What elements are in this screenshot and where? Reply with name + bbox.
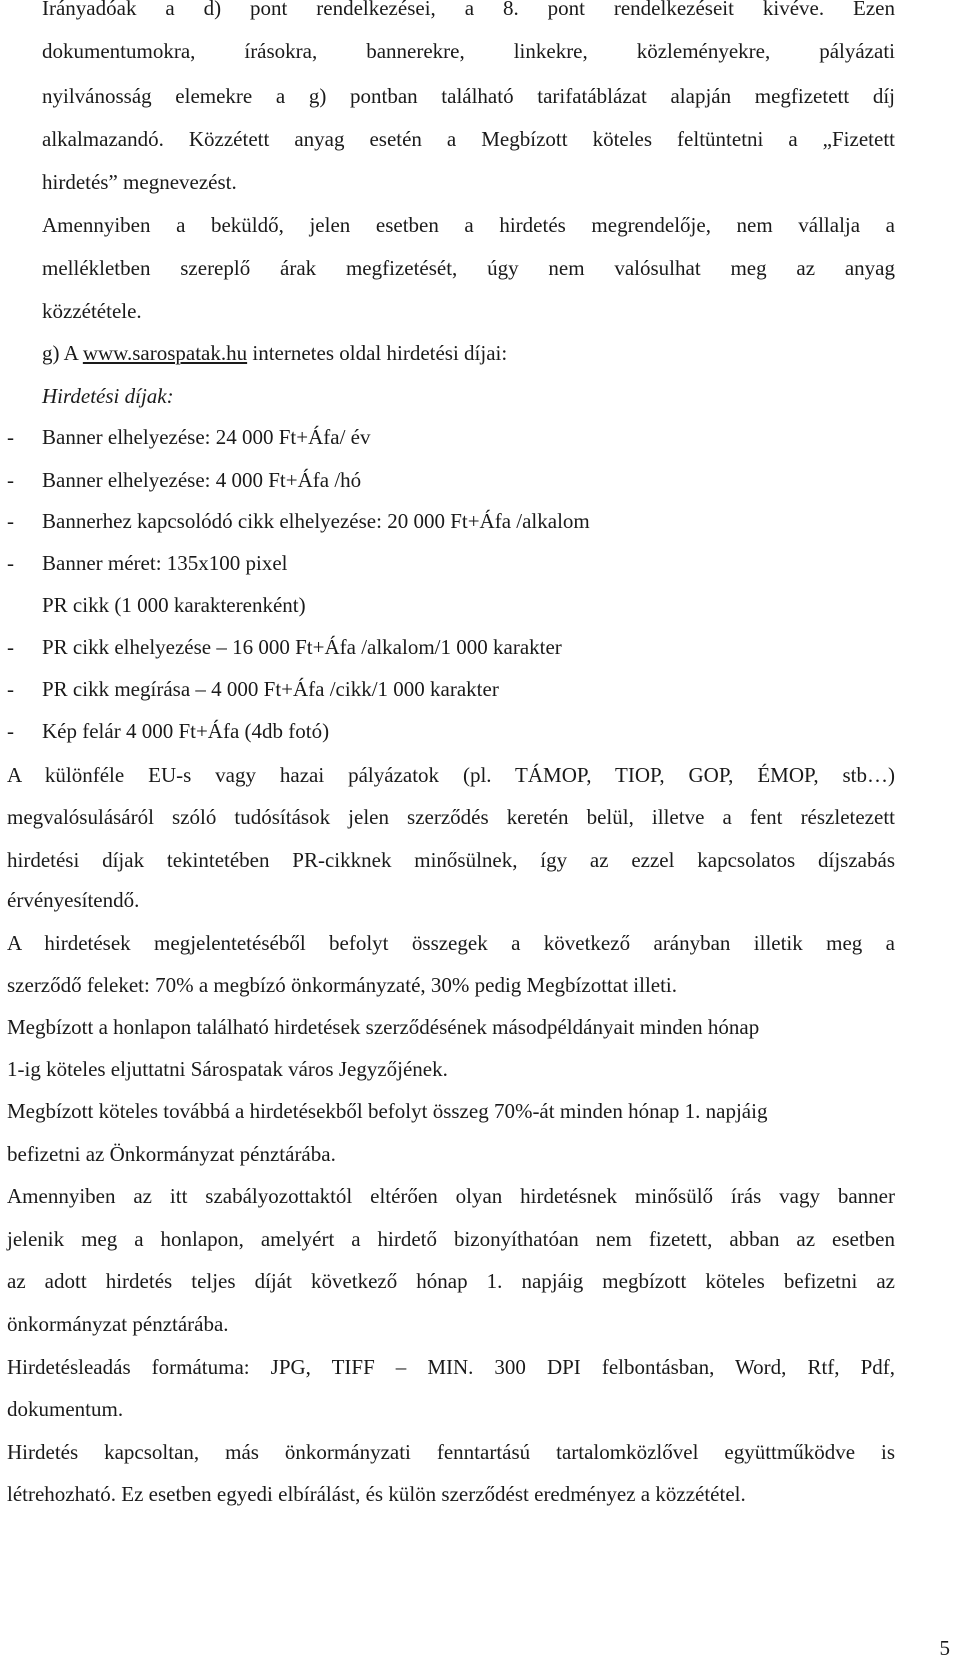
fees-heading: Hirdetési díjak: <box>42 384 174 408</box>
page-number: 5 <box>939 1636 950 1660</box>
fee-item <box>0 467 960 493</box>
paragraph-5-line-1: Megbízott a honlapon található hirdetések szerződésének másodpéldányait minden hónap <box>7 1015 760 1039</box>
section-g-suffix: internetes oldal hirdetési díjai: <box>247 341 508 365</box>
fee-item-text: Banner elhelyezése: 4 000 Ft+Áfa /hó <box>42 468 362 492</box>
paragraph-3-line-4: érvényesítendő. <box>7 888 140 912</box>
fee-item <box>0 676 960 702</box>
fee-item-text: PR cikk elhelyezése – 16 000 Ft+Áfa /alkalom/1 000 karakter <box>42 635 562 659</box>
paragraph-1-line-2: dokumentumokra, írásokra, bannerekre, linkekre, közleményekre, pályázati <box>42 39 895 63</box>
fee-item-text: Banner méret: 135x100 pixel <box>42 551 288 575</box>
paragraph-8-line-1: Hirdetésleadás formátuma: JPG, TIFF – MIN. 300 DPI felbontásban, Word, Rtf, Pdf, <box>7 1355 895 1379</box>
section-g-heading <box>42 340 507 366</box>
paragraph-1-line-3: nyilvánosság elemekre a g) pontban található tarifatáblázat alapján megfizetett díj <box>42 84 895 108</box>
paragraph-7-line-4: önkormányzat pénztárába. <box>7 1312 229 1336</box>
fee-item-text: PR cikk (1 000 karakterenként) <box>42 593 306 617</box>
paragraph-3-line-2: megvalósulásáról szóló tudósítások jelen szerződés keretén belül, illetve a fent részletezett <box>7 805 895 829</box>
list-dash: - <box>7 719 14 743</box>
paragraph-6-line-1: Megbízott köteles továbbá a hirdetésekből befolyt összeg 70%-át minden hónap 1. napjáig <box>7 1099 768 1123</box>
paragraph-1-line-5: hirdetés” megnevezést. <box>42 170 237 194</box>
fee-item <box>0 634 960 660</box>
paragraph-2-line-3: közzététele. <box>42 299 142 323</box>
paragraph-5-line-2: 1-ig köteles eljuttatni Sárospatak város Jegyzőjének. <box>7 1057 448 1081</box>
paragraph-3-line-3: hirdetési díjak tekintetében PR-cikknek minősülnek, így az ezzel kapcsolatos díjszabás <box>7 848 895 872</box>
list-dash: - <box>7 635 14 659</box>
list-dash: - <box>7 677 14 701</box>
section-g-prefix: g) A <box>42 341 83 365</box>
fee-item-text: PR cikk megírása – 4 000 Ft+Áfa /cikk/1 000 karakter <box>42 677 499 701</box>
paragraph-4-line-1: A hirdetések megjelentetéséből befolyt összegek a következő arányban illetik meg a <box>7 931 895 955</box>
paragraph-8-line-2: dokumentum. <box>7 1397 124 1421</box>
paragraph-7-line-3: az adott hirdetés teljes díját következő hónap 1. napjáig megbízott köteles befizetni az <box>7 1269 895 1293</box>
list-dash: - <box>7 468 14 492</box>
fee-item <box>0 718 960 744</box>
paragraph-1-line-4: alkalmazandó. Közzétett anyag esetén a Megbízott köteles feltüntetni a „Fizetett <box>42 127 895 151</box>
fee-item-text: Bannerhez kapcsolódó cikk elhelyezése: 20 000 Ft+Áfa /alkalom <box>42 509 590 533</box>
list-dash: - <box>7 425 14 449</box>
fee-item <box>0 508 960 534</box>
fee-item-text: Kép felár 4 000 Ft+Áfa (4db fotó) <box>42 719 330 743</box>
paragraph-4-line-2: szerződő feleket: 70% a megbízó önkormányzaté, 30% pedig Megbízottat illeti. <box>7 973 678 997</box>
website-link[interactable]: www.sarospatak.hu <box>82 341 248 365</box>
paragraph-7-line-2: jelenik meg a honlapon, amelyért a hirdető bizonyíthatóan nem fizetett, abban az esetben <box>7 1227 895 1251</box>
fee-item <box>0 592 960 618</box>
paragraph-7-line-1: Amennyiben az itt szabályozottaktól eltérően olyan hirdetésnek minősülő írás vagy banner <box>7 1184 895 1208</box>
list-dash: - <box>7 551 14 575</box>
paragraph-6-line-2: befizetni az Önkormányzat pénztárába. <box>7 1142 336 1166</box>
paragraph-2-line-2: mellékletben szereplő árak megfizetését, úgy nem valósulhat meg az anyag <box>42 256 895 280</box>
paragraph-3-line-1: A különféle EU-s vagy hazai pályázatok (pl. TÁMOP, TIOP, GOP, ÉMOP, stb…) <box>7 763 895 787</box>
paragraph-1-line-1: Irányadóak a d) pont rendelkezései, a 8. pont rendelkezéseit kivéve. Ezen <box>42 0 895 20</box>
fee-item-text: Banner elhelyezése: 24 000 Ft+Áfa/ év <box>42 425 371 449</box>
fee-item <box>0 424 960 450</box>
paragraph-9-line-1: Hirdetés kapcsoltan, más önkormányzati fenntartású tartalomközlővel együttműködve is <box>7 1440 895 1464</box>
fee-item <box>0 550 960 576</box>
paragraph-9-line-2: létrehozható. Ez esetben egyedi elbírálást, és külön szerződést eredményez a közzététel. <box>7 1482 746 1506</box>
paragraph-2-line-1: Amennyiben a beküldő, jelen esetben a hirdetés megrendelője, nem vállalja a <box>42 213 895 237</box>
list-dash: - <box>7 509 14 533</box>
